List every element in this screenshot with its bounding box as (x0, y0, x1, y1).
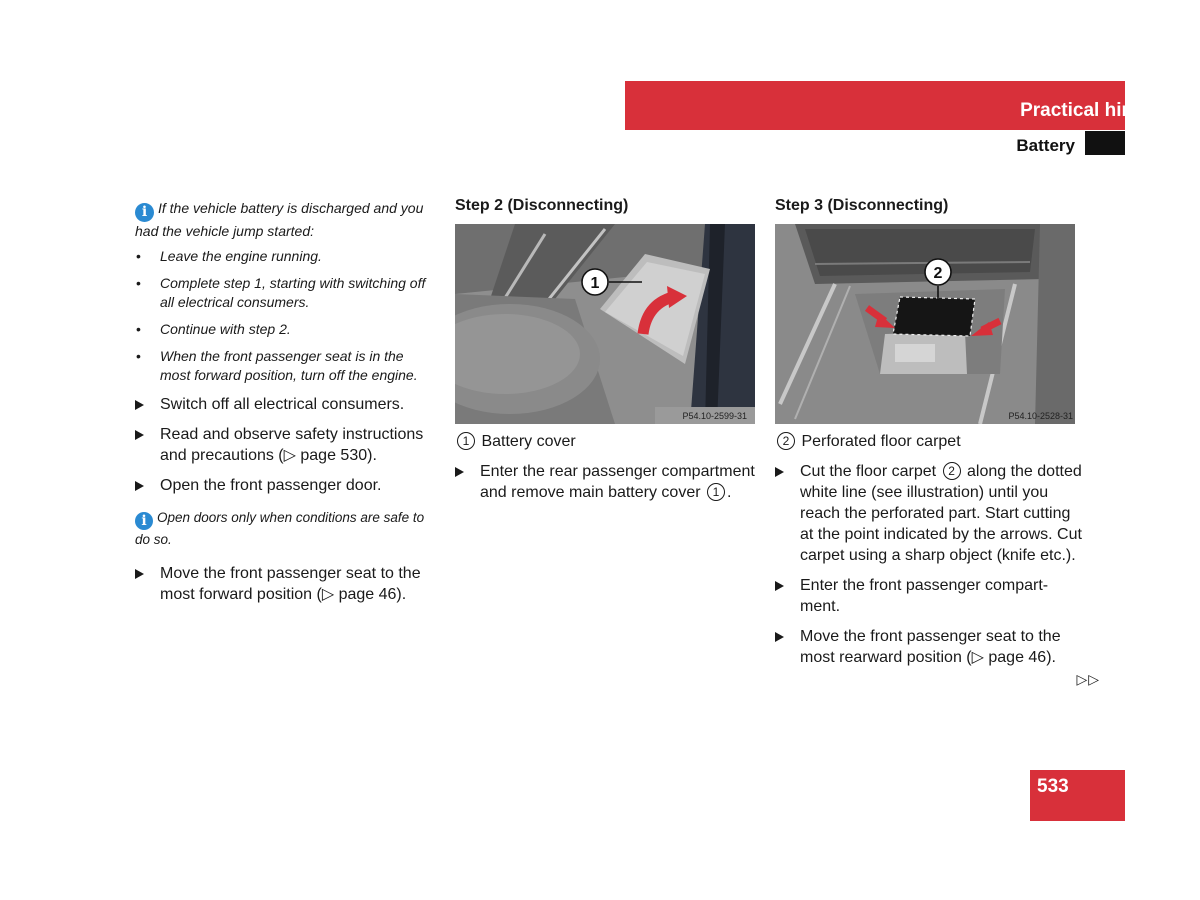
step-text: Cut the floor carpet (800, 463, 937, 480)
step-text: Move the front passenger seat to the most rearward position (▷ page 46). (800, 628, 1061, 666)
page-number: 533 (1037, 776, 1069, 797)
bullet-list (135, 247, 435, 385)
info-note-doors (135, 508, 435, 549)
step-text: Move the front passenger seat to the most forward position (▷ page 46). (160, 565, 421, 603)
step-item (135, 475, 435, 496)
photo-battery-cover (455, 224, 755, 424)
list-item-text: When the front passenger seat is in the most forward position, turn off the engine. (160, 348, 418, 383)
step-text: Read and observe safety instructions and precautions (▷ page 530). (160, 426, 424, 464)
step-item (775, 626, 1085, 668)
step-text: along the dotted white line (see illustration) until you reach the perforated part. Start cutting at the point indicated by the arrows. Cut carpet using a sharp object (knife etc.). (800, 463, 1082, 564)
info-icon: i (135, 203, 154, 222)
step-item (135, 394, 435, 415)
photo-callout-label: 2 (933, 265, 943, 282)
triangle-bullet-icon (135, 400, 144, 410)
section-title: Practical hints (1020, 100, 1150, 121)
bullet-icon: • (136, 321, 141, 337)
triangle-bullet-icon (775, 581, 784, 591)
bullet-icon: • (136, 248, 141, 264)
floor-carpet-illustration (775, 224, 1075, 424)
list-item-text: Continue with step 2. (160, 321, 291, 337)
step-text-end: . (727, 484, 732, 501)
info-icon: i (135, 512, 153, 530)
figure-caption (455, 431, 755, 452)
info-note-jump-start (135, 199, 435, 241)
step-text: Enter the front passenger compart-ment. (800, 577, 1049, 615)
step-text: Enter the rear passenger compartment and remove main battery cover (480, 463, 755, 501)
info-note-text: If the vehicle battery is discharged and you had the vehicle jump started: (135, 200, 424, 239)
step-item (135, 563, 435, 605)
triangle-bullet-icon (135, 481, 144, 491)
step-item (455, 461, 755, 503)
list-item-text: Leave the engine running. (160, 248, 322, 264)
step-item (135, 424, 435, 466)
bullet-icon: • (136, 275, 141, 291)
column-middle (455, 195, 755, 512)
caption-text: Perforated floor carpet (801, 433, 961, 450)
step-item (775, 461, 1085, 566)
callout-number: 2 (943, 462, 961, 480)
battery-cover-illustration (455, 224, 755, 424)
info-note-text: Open doors only when conditions are safe to do so. (135, 510, 425, 547)
step-text: Switch off all electrical consumers. (160, 396, 405, 413)
triangle-bullet-icon (135, 569, 144, 579)
list-item (135, 320, 435, 339)
callout-number: 1 (457, 432, 475, 450)
figure-caption (775, 431, 1085, 452)
triangle-bullet-icon (455, 467, 464, 477)
triangle-bullet-icon (775, 632, 784, 642)
list-item (135, 274, 435, 312)
step-text: Open the front passenger door. (160, 477, 382, 494)
caption-text: Battery cover (481, 433, 576, 450)
step-heading: Step 3 (Disconnecting) (775, 197, 949, 214)
photo-floor-carpet (775, 224, 1075, 424)
step-item (775, 575, 1085, 617)
list-item (135, 247, 435, 266)
list-item (135, 347, 435, 385)
section-subtitle: Battery (1016, 136, 1075, 155)
column-left (135, 195, 435, 614)
step-heading: Step 2 (Disconnecting) (455, 197, 629, 214)
photo-code: P54.10-2528-31 (1008, 411, 1073, 421)
continued-marker: ▷▷ (1076, 671, 1100, 687)
photo-callout-label: 1 (590, 275, 600, 292)
header-marker-block (1085, 131, 1125, 155)
list-item-text: Complete step 1, starting with switching off all electrical consumers. (160, 275, 426, 310)
triangle-bullet-icon (135, 430, 144, 440)
triangle-bullet-icon (775, 467, 784, 477)
photo-code: P54.10-2599-31 (682, 411, 747, 421)
callout-number: 2 (777, 432, 795, 450)
callout-number: 1 (707, 483, 725, 501)
bullet-icon: • (136, 348, 141, 364)
column-right (775, 195, 1085, 677)
